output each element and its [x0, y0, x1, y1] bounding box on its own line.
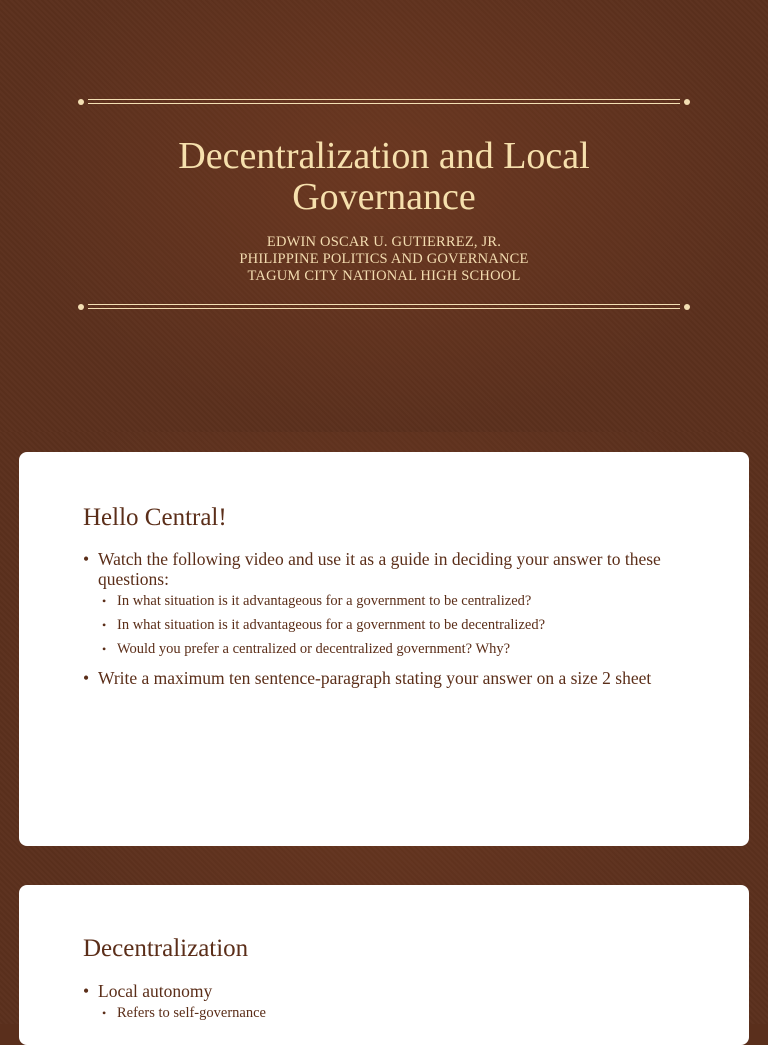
sub-bullet-list	[98, 1005, 693, 1022]
list-item	[83, 549, 693, 658]
slide-decentralization	[19, 885, 749, 1045]
top-decorative-rule	[78, 98, 690, 106]
school-name: TAGUM CITY NATIONAL HIGH SCHOOL	[247, 268, 521, 284]
rule-dot	[78, 304, 84, 310]
bullet-text: Write a maximum ten sentence-paragraph stating your answer on a size 2 sheet	[98, 668, 652, 688]
rule-dot	[684, 99, 690, 105]
presentation-subtitle	[84, 234, 684, 285]
title-slide	[0, 0, 768, 432]
list-item	[83, 981, 693, 1022]
presentation-title: Decentralization and Local Governance	[178, 135, 590, 218]
bullet-list	[83, 981, 693, 1032]
bottom-decorative-rule	[78, 303, 690, 311]
slide-heading: Hello Central!	[83, 504, 227, 531]
list-item	[83, 668, 693, 688]
sub-list-item: • In what situation is it advantageous for a government to be decentralized?	[98, 617, 693, 634]
rule-dot	[78, 99, 84, 105]
course-name: PHILIPPINE POLITICS AND GOVERNANCE	[239, 251, 529, 267]
sub-bullet-list	[98, 593, 693, 658]
author-name: EDWIN OSCAR U. GUTIERREZ, JR.	[266, 234, 502, 250]
sub-list-item: • Refers to self-governance	[98, 1005, 693, 1022]
rule-dot	[684, 304, 690, 310]
bullet-text: Local autonomy	[98, 981, 213, 1001]
bullet-text: Watch the following video and use it as a guide in deciding your answer to these questions:	[98, 549, 661, 589]
sub-list-item: • Would you prefer a centralized or decentralized government? Why?	[98, 641, 693, 658]
slide-heading: Decentralization	[83, 935, 249, 962]
sub-list-item: • In what situation is it advantageous for a government to be centralized?	[98, 593, 693, 610]
slide-hello-central	[19, 452, 749, 846]
bullet-list	[83, 549, 693, 698]
